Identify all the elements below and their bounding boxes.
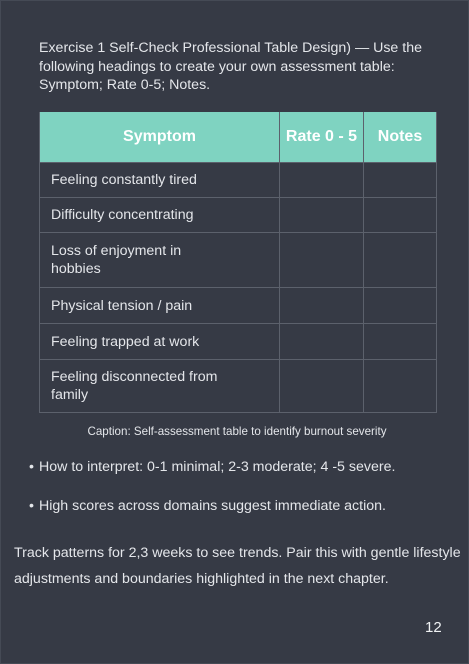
table-row [40, 324, 437, 360]
assessment-table [39, 112, 437, 413]
symptom-cell: Feeling trapped at work [40, 324, 280, 360]
symptom-cell: Feeling disconnected from family [40, 360, 280, 413]
interpretation-list [29, 458, 395, 536]
list-item [29, 497, 395, 515]
list-item [29, 458, 395, 476]
notes-cell [364, 198, 437, 233]
notes-cell [364, 360, 437, 413]
table-row [40, 163, 437, 198]
notes-cell [364, 233, 437, 288]
header-notes: Notes [364, 112, 437, 163]
rate-cell [280, 360, 364, 413]
rate-cell [280, 288, 364, 324]
notes-cell [364, 288, 437, 324]
list-item-text: High scores across domains suggest immediate action. [39, 498, 386, 514]
rate-cell [280, 163, 364, 198]
table-row [40, 233, 437, 288]
symptom-cell: Loss of enjoyment in hobbies [40, 233, 280, 288]
header-symptom: Symptom [40, 112, 280, 163]
bullet-icon: • [29, 498, 34, 514]
notes-cell [364, 163, 437, 198]
header-rate: Rate 0 - 5 [280, 112, 364, 163]
symptom-cell: Feeling constantly tired [40, 163, 280, 198]
notes-cell [364, 324, 437, 360]
table-row [40, 360, 437, 413]
list-item-text: How to interpret: 0-1 minimal; 2-3 moderate; 4 -5 severe. [39, 459, 396, 475]
symptom-cell: Difficulty concentrating [40, 198, 280, 233]
rate-cell [280, 233, 364, 288]
rate-cell [280, 198, 364, 233]
table-row [40, 288, 437, 324]
symptom-cell: Physical tension / pain [40, 288, 280, 324]
bullet-icon: • [29, 459, 34, 475]
table-caption: Caption: Self-assessment table to identify burnout severity [87, 425, 387, 438]
table-header-row [40, 112, 437, 163]
rate-cell [280, 324, 364, 360]
page-number: 12 [425, 619, 442, 636]
table-row [40, 198, 437, 233]
exercise-intro: Exercise 1 Self-Check Professional Table Design) — Use the following headings to create your own assessment table: Symptom; Rate 0-5; Notes. [39, 40, 422, 93]
closing-paragraph: Track patterns for 2,3 weeks to see trends. Pair this with gentle lifestyle adjustments and boundaries highlighted in the next chapter. [14, 545, 461, 587]
